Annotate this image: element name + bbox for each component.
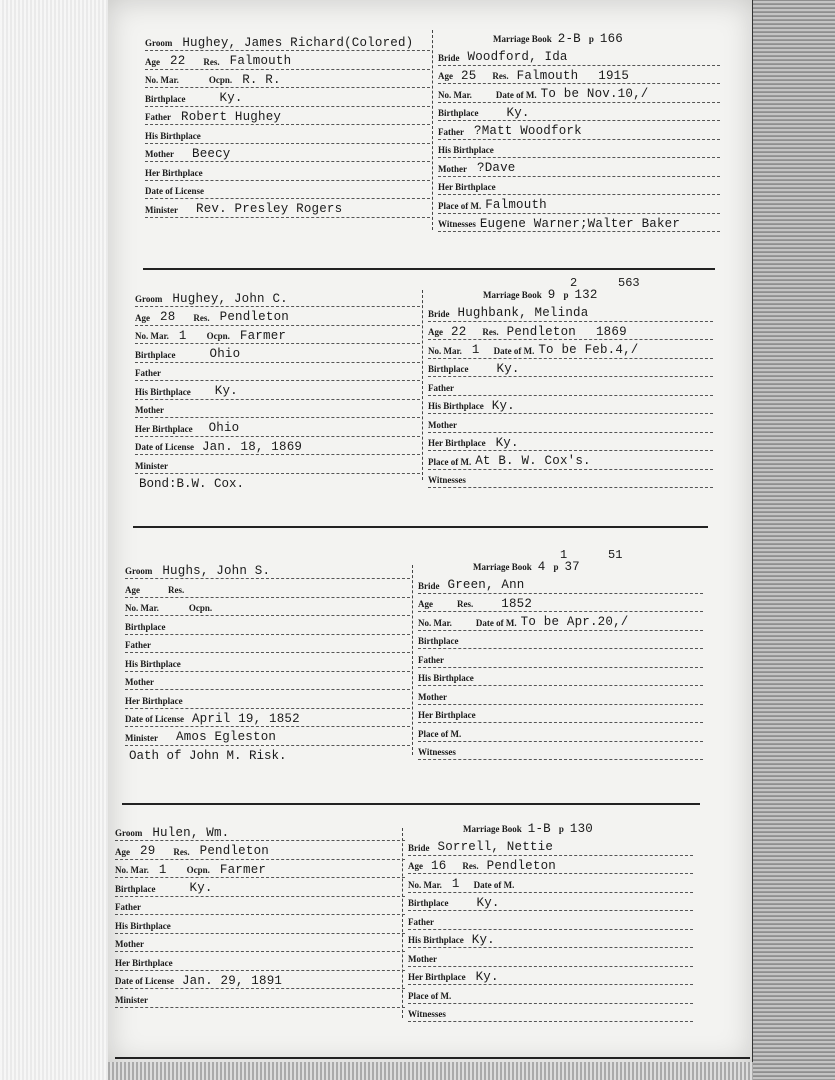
- place-of-m-label: Place of M.: [418, 728, 462, 739]
- her-birthplace-label: Her Birthplace: [125, 695, 183, 706]
- bride-her-birthplace: Ky.: [475, 969, 499, 984]
- birthplace-label: Birthplace: [135, 349, 176, 360]
- groom-ocpn: Farmer: [219, 862, 267, 877]
- bride-age-res-row: [428, 321, 713, 340]
- ocpn-label: Ocpn.: [206, 331, 230, 341]
- groom-label: Groom: [145, 38, 173, 48]
- res-label: Res.: [482, 327, 499, 337]
- groom-age: 22: [170, 54, 186, 68]
- bride-witnesses: Eugene Warner;Walter Baker: [479, 216, 681, 231]
- bride-age-res-row: [408, 855, 693, 874]
- groom-her-birthplace: Ohio: [208, 421, 240, 435]
- date-of-license-label: Date of License: [145, 186, 204, 196]
- bride-date-of-marriage: To be Nov.10,/: [540, 87, 649, 101]
- father-label: Father: [115, 902, 141, 912]
- groom-row: [145, 32, 430, 51]
- marriage-book-label: Marriage Book: [473, 562, 532, 572]
- marriage-book-page: 37: [564, 559, 580, 574]
- bride-her-birthplace: Ky.: [495, 435, 519, 450]
- groom-mother-row: [125, 671, 410, 690]
- her-birthplace-label: Her Birthplace: [418, 710, 476, 720]
- bride-birthplace: Ky.: [496, 361, 520, 376]
- groom-age-res-row: [115, 841, 405, 860]
- bride-label: Bride: [418, 580, 440, 591]
- groom-res: Falmouth: [229, 54, 292, 68]
- bride-his-birthplace-row: [438, 139, 720, 158]
- birthplace-label: Birthplace: [438, 108, 479, 118]
- father-label: Father: [408, 916, 434, 927]
- groom-her-birthplace-row: [135, 418, 420, 437]
- bride-label: Bride: [428, 308, 450, 319]
- groom-date-of-license-row: [115, 970, 405, 989]
- groom-birthplace-row: [145, 88, 430, 107]
- bride-name: Sorrell, Nettie: [437, 840, 554, 854]
- groom-row: [115, 822, 405, 841]
- date-of-m-label: Date of M.: [473, 879, 515, 890]
- bride-year: 1869: [595, 324, 627, 339]
- bride-his-birthplace: Ky.: [491, 398, 515, 413]
- bride-age: 25: [461, 68, 477, 83]
- age-label: Age: [428, 327, 443, 337]
- father-label: Father: [135, 368, 161, 378]
- date-of-license-label: Date of License: [125, 714, 184, 724]
- date-of-m-label: Date of M.: [475, 617, 517, 628]
- res-label: Res.: [457, 599, 474, 609]
- mother-label: Mother: [135, 405, 164, 415]
- bride-mother-row: [438, 158, 720, 177]
- groom-age-res-row: [145, 51, 430, 70]
- bride-birthplace-row: [438, 102, 720, 121]
- groom-no-mar: 1: [178, 328, 187, 343]
- mother-label: Mother: [418, 691, 447, 702]
- res-label: Res.: [203, 56, 220, 67]
- his-birthplace-label: His Birthplace: [408, 935, 464, 945]
- age-label: Age: [145, 56, 160, 67]
- column-divider: [432, 30, 434, 230]
- no-mar-label: No. Mar.: [115, 865, 149, 875]
- groom-her-birthplace-row: [125, 690, 410, 709]
- record-separator: [122, 803, 700, 805]
- father-label: Father: [418, 654, 444, 665]
- column-divider: [412, 565, 414, 755]
- groom-no-mar: 1: [158, 862, 167, 877]
- bride-nomar-date-row: [438, 84, 720, 103]
- groom-birthplace-row: [125, 616, 410, 635]
- his-birthplace-label: His Birthplace: [428, 401, 484, 411]
- groom-mother-row: [145, 143, 430, 162]
- groom-age: 28: [160, 310, 176, 324]
- groom-minister-row: [145, 199, 430, 218]
- bride-birthplace-row: [408, 892, 693, 911]
- no-mar-label: No. Mar.: [438, 89, 472, 100]
- bride-nomar-date-row: [428, 340, 713, 359]
- his-birthplace-label: His Birthplace: [135, 386, 191, 397]
- bride-age: 22: [451, 324, 467, 339]
- minister-label: Minister: [125, 732, 158, 743]
- birthplace-label: Birthplace: [428, 364, 469, 374]
- no-mar-label: No. Mar.: [428, 345, 462, 356]
- his-birthplace-label: His Birthplace: [125, 658, 181, 669]
- bride-birthplace: Ky.: [506, 105, 530, 120]
- bride-name: Green, Ann: [447, 578, 525, 592]
- bride-his-birthplace: Ky.: [471, 932, 495, 947]
- marriage-book-number: 1-B: [527, 821, 551, 836]
- groom-date-of-license: Jan. 18, 1869: [201, 439, 303, 454]
- marriage-book-row: [473, 556, 703, 574]
- bride-res: Pendleton: [486, 858, 556, 873]
- groom-mother: Beecy: [192, 146, 231, 161]
- marriage-book-page: 132: [574, 287, 598, 302]
- bride-witnesses-row: [428, 469, 713, 488]
- scan-right-margin: [753, 0, 835, 1080]
- place-of-m-label: Place of M.: [428, 456, 472, 467]
- groom-birthplace-row: [135, 344, 420, 363]
- marriage-book-volume-top: 1: [560, 548, 568, 562]
- marriage-book-page: 166: [599, 31, 623, 46]
- birthplace-label: Birthplace: [115, 883, 156, 894]
- groom-date-of-license-row: [145, 180, 430, 199]
- bride-row: [418, 575, 703, 594]
- bride-age: 16: [431, 858, 447, 873]
- father-label: Father: [125, 640, 151, 650]
- p-label: p: [553, 562, 559, 572]
- bride-row: [428, 303, 713, 322]
- witnesses-label: Witnesses: [418, 747, 456, 757]
- marriage-book-number: 9: [547, 287, 556, 302]
- bride-father-row: [408, 911, 693, 930]
- her-birthplace-label: Her Birthplace: [135, 423, 193, 434]
- groom-birthplace-row: [115, 878, 405, 897]
- date-of-license-label: Date of License: [135, 442, 194, 452]
- father-label: Father: [438, 126, 464, 137]
- bride-place-of-marriage-row: [428, 451, 713, 470]
- bride-witnesses-row: [408, 1003, 693, 1022]
- bride-name: Hughbank, Melinda: [457, 306, 589, 320]
- marriage-book-number: 2-B: [557, 31, 581, 46]
- bride-witnesses-row: [438, 213, 720, 232]
- p-label: p: [588, 34, 594, 44]
- groom-row: [135, 288, 420, 307]
- bride-birthplace-row: [428, 358, 713, 377]
- no-mar-label: No. Mar.: [408, 879, 442, 890]
- marriage-book-number: 4: [537, 559, 546, 574]
- marriage-book-page: 130: [569, 821, 593, 836]
- minister-label: Minister: [135, 460, 168, 471]
- marriage-book-row: [463, 818, 693, 836]
- father-label: Father: [145, 112, 171, 122]
- minister-label: Minister: [145, 204, 178, 215]
- his-birthplace-label: His Birthplace: [115, 920, 171, 931]
- res-label: Res.: [462, 861, 479, 871]
- bride-row: [408, 837, 693, 856]
- res-label: Res.: [492, 71, 509, 81]
- groom-age: 29: [140, 844, 156, 858]
- place-of-m-label: Place of M.: [438, 200, 482, 211]
- bride-label: Bride: [438, 52, 460, 63]
- bride-father: ?Matt Woodfork: [474, 124, 582, 138]
- bride-mother-row: [418, 686, 703, 705]
- groom-father-row: [135, 362, 420, 381]
- his-birthplace-label: His Birthplace: [145, 130, 201, 141]
- his-birthplace-label: His Birthplace: [438, 145, 494, 155]
- record-separator: [133, 526, 708, 528]
- his-birthplace-label: His Birthplace: [418, 673, 474, 683]
- groom-age-res-row: [125, 579, 410, 598]
- date-of-m-label: Date of M.: [493, 345, 535, 356]
- bride-mother-row: [408, 948, 693, 967]
- age-label: Age: [408, 861, 423, 871]
- bottom-rule: [115, 1057, 750, 1059]
- bride-father-row: [418, 649, 703, 668]
- mother-label: Mother: [125, 677, 154, 687]
- bride-date-of-marriage: To be Feb.4,/: [538, 343, 639, 357]
- marriage-book-label: Marriage Book: [493, 34, 552, 44]
- no-mar-label: No. Mar.: [135, 331, 169, 341]
- age-label: Age: [438, 71, 453, 81]
- groom-res: Pendleton: [219, 310, 289, 324]
- her-birthplace-label: Her Birthplace: [115, 957, 173, 968]
- marriage-book-row: [493, 28, 720, 46]
- bride-age-res-row: [418, 593, 703, 612]
- res-label: Res.: [193, 312, 210, 323]
- bride-father-row: [438, 121, 720, 140]
- bride-his-birthplace-row: [428, 395, 713, 414]
- marriage-book-page-top: 51: [608, 548, 623, 562]
- bride-place-of-marriage: Falmouth: [485, 198, 547, 212]
- bride-her-birthplace-row: [438, 176, 720, 195]
- marriage-book-row: [483, 284, 713, 302]
- ocpn-label: Ocpn.: [188, 603, 213, 613]
- bride-date-of-marriage: To be Apr.20,/: [520, 615, 629, 629]
- groom-minister-row: [115, 989, 405, 1008]
- groom-label: Groom: [135, 294, 163, 304]
- groom-date-of-license: April 19, 1852: [191, 711, 300, 726]
- bride-year: 1852: [501, 596, 533, 611]
- no-mar-label: No. Mar.: [125, 603, 159, 613]
- scan-left-margin: [0, 0, 108, 1080]
- groom-name: Hughs, John S.: [162, 563, 271, 578]
- groom-her-birthplace-row: [145, 162, 430, 181]
- bride-name: Woodford, Ida: [467, 50, 568, 64]
- bride-mother: ?Dave: [477, 161, 516, 175]
- p-label: p: [563, 290, 569, 300]
- groom-father-row: [115, 896, 405, 915]
- groom-minister-row: [125, 727, 410, 746]
- groom-ocpn: R. R.: [242, 72, 281, 87]
- groom-mother-row: [135, 399, 420, 418]
- bride-age-res-row: [438, 65, 720, 84]
- mother-label: Mother: [408, 953, 437, 964]
- groom-label: Groom: [115, 828, 143, 838]
- bride-her-birthplace-row: [408, 966, 693, 985]
- record-note: Bond:B.W. Cox.: [139, 477, 245, 491]
- groom-father: Robert Hughey: [181, 109, 282, 124]
- birthplace-label: Birthplace: [408, 898, 449, 908]
- scan-bottom-strip: [108, 1062, 753, 1080]
- groom-date-of-license-row: [135, 436, 420, 455]
- bride-no-mar: 1: [451, 877, 460, 891]
- ocpn-label: Ocpn.: [208, 75, 233, 85]
- groom-nomar-ocpn-row: [135, 325, 420, 344]
- no-mar-label: No. Mar.: [145, 75, 179, 85]
- groom-mother-row: [115, 933, 405, 952]
- groom-nomar-ocpn-row: [145, 69, 430, 88]
- age-label: Age: [115, 846, 130, 857]
- groom-birthplace: Ky.: [189, 881, 213, 895]
- res-label: Res.: [168, 584, 185, 595]
- groom-his-birthplace-row: [115, 915, 405, 934]
- no-mar-label: No. Mar.: [418, 617, 452, 628]
- groom-birthplace: Ky.: [219, 91, 243, 105]
- groom-age-res-row: [135, 307, 420, 326]
- groom-ocpn: Farmer: [239, 328, 287, 343]
- groom-name: Hughey, James Richard(Colored): [182, 35, 414, 50]
- age-label: Age: [125, 584, 140, 595]
- father-label: Father: [428, 382, 454, 393]
- her-birthplace-label: Her Birthplace: [438, 182, 496, 192]
- groom-minister: Amos Egleston: [176, 730, 277, 744]
- groom-name: Hughey, John C.: [172, 291, 288, 306]
- bride-no-mar: 1: [471, 343, 480, 357]
- bride-res: Falmouth: [516, 68, 579, 83]
- marriage-book-label: Marriage Book: [463, 824, 522, 834]
- groom-nomar-ocpn-row: [125, 597, 410, 616]
- groom-his-birthplace-row: [145, 125, 430, 144]
- witnesses-label: Witnesses: [438, 219, 476, 229]
- bride-place-of-marriage-row: [418, 723, 703, 742]
- groom-minister-row: [135, 455, 420, 474]
- groom-res: Pendleton: [199, 844, 269, 858]
- mother-label: Mother: [115, 939, 144, 949]
- mother-label: Mother: [145, 149, 174, 159]
- groom-date-of-license-row: [125, 708, 410, 727]
- bride-place-of-marriage-row: [438, 195, 720, 214]
- bride-nomar-date-row: [408, 874, 693, 893]
- witnesses-label: Witnesses: [428, 475, 466, 485]
- bride-res: Pendleton: [506, 324, 576, 339]
- age-label: Age: [418, 599, 433, 609]
- bride-his-birthplace-row: [418, 667, 703, 686]
- groom-row: [125, 560, 410, 579]
- age-label: Age: [135, 312, 150, 323]
- bride-nomar-date-row: [418, 612, 703, 631]
- marriage-book-volume-top: 2: [570, 276, 578, 290]
- minister-label: Minister: [115, 994, 148, 1005]
- her-birthplace-label: Her Birthplace: [145, 167, 203, 178]
- birthplace-label: Birthplace: [418, 636, 459, 646]
- groom-birthplace: Ohio: [209, 347, 241, 361]
- her-birthplace-label: Her Birthplace: [428, 438, 486, 448]
- witnesses-label: Witnesses: [408, 1009, 446, 1019]
- bride-her-birthplace-row: [428, 432, 713, 451]
- bride-year: 1915: [598, 68, 630, 83]
- mother-label: Mother: [438, 163, 467, 174]
- mother-label: Mother: [428, 419, 457, 430]
- bride-his-birthplace-row: [408, 929, 693, 948]
- bride-father-row: [428, 377, 713, 396]
- record-separator: [143, 268, 715, 270]
- groom-date-of-license: Jan. 29, 1891: [181, 973, 283, 988]
- bride-place-of-marriage-row: [408, 985, 693, 1004]
- date-of-m-label: Date of M.: [495, 89, 537, 100]
- groom-nomar-ocpn-row: [115, 859, 405, 878]
- bride-row: [438, 47, 720, 66]
- groom-his-birthplace-row: [125, 653, 410, 672]
- groom-minister: Rev. Presley Rogers: [196, 202, 343, 216]
- birthplace-label: Birthplace: [145, 93, 186, 104]
- birthplace-label: Birthplace: [125, 621, 166, 632]
- bride-place-of-marriage: At B. W. Cox's.: [475, 454, 591, 468]
- groom-label: Groom: [125, 566, 153, 576]
- bride-witnesses-row: [418, 741, 703, 760]
- bride-birthplace-row: [418, 630, 703, 649]
- bride-mother-row: [428, 414, 713, 433]
- groom-his-birthplace: Ky.: [214, 384, 238, 398]
- place-of-m-label: Place of M.: [408, 990, 452, 1001]
- res-label: Res.: [173, 846, 190, 857]
- bride-label: Bride: [408, 842, 430, 853]
- bride-birthplace: Ky.: [476, 895, 500, 910]
- groom-her-birthplace-row: [115, 952, 405, 971]
- ocpn-label: Ocpn.: [186, 865, 210, 875]
- marriage-book-page-top: 563: [618, 276, 640, 290]
- date-of-license-label: Date of License: [115, 976, 174, 986]
- groom-father-row: [145, 106, 430, 125]
- column-divider: [422, 290, 424, 480]
- groom-father-row: [125, 634, 410, 653]
- bride-her-birthplace-row: [418, 704, 703, 723]
- marriage-book-label: Marriage Book: [483, 290, 542, 300]
- groom-his-birthplace-row: [135, 381, 420, 400]
- p-label: p: [558, 824, 564, 834]
- her-birthplace-label: Her Birthplace: [408, 972, 466, 982]
- record-note: Oath of John M. Risk.: [129, 749, 287, 763]
- groom-name: Hulen, Wm.: [152, 825, 230, 840]
